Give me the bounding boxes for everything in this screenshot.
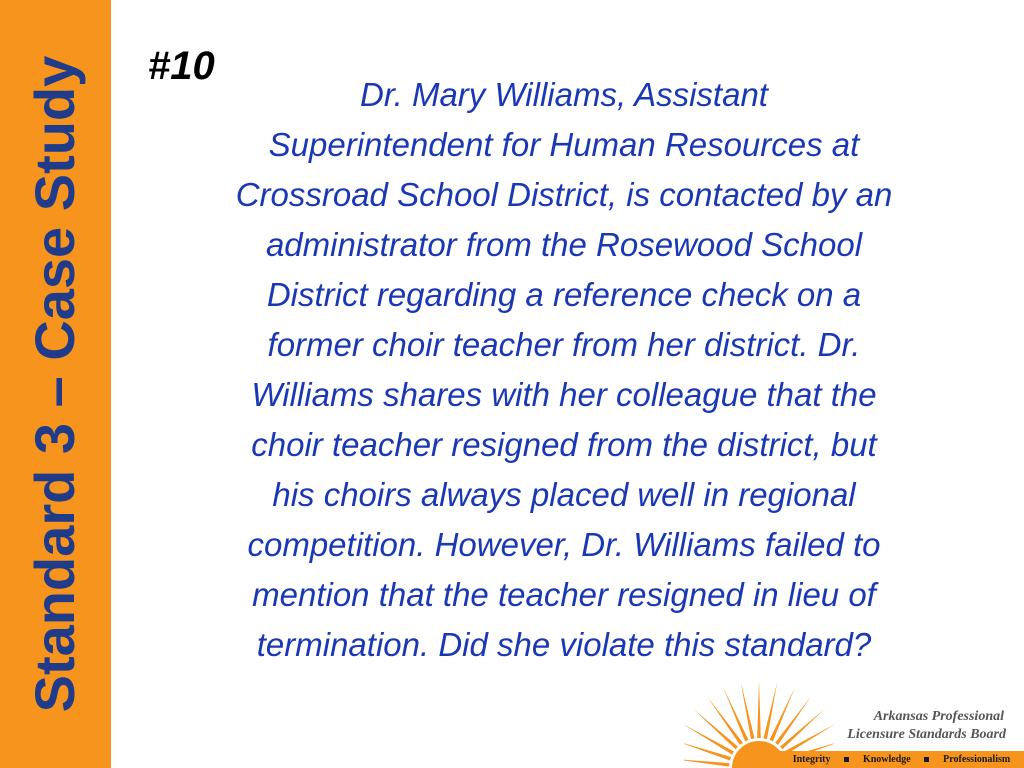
logo-value-integrity: Integrity (792, 754, 831, 765)
logo-value-knowledge: Knowledge (862, 754, 911, 765)
case-number: #10 (148, 44, 215, 88)
alpsb-logo (684, 676, 1024, 768)
sun-ray (723, 688, 748, 742)
case-study-text: Dr. Mary Williams, Assistant Superintendent for Human Resources at Crossroad School District, is contacted by an administrator from the Rosewood School District regarding a reference check on a former choir teacher from her district. Dr. Williams shares with her colleague that the choir teacher resigned from the district, but his choirs always placed well in regional competition. However, Dr. Williams failed to mention that the teacher resigned in lieu of termination. Did she violate this standard? (235, 76, 893, 663)
sun-ray (684, 741, 731, 761)
logo-values-band (779, 751, 1024, 768)
sidebar-title: Standard 3 – Case Study (23, 55, 86, 713)
bullet-icon (924, 757, 929, 762)
logo-line-2: Licensure Standards Board (847, 727, 1006, 742)
sun-ray (757, 680, 761, 738)
sun-ray (770, 688, 795, 742)
sun-ray (684, 759, 729, 767)
bullet-icon (844, 757, 849, 762)
logo-line-1: Arkansas Professional (873, 709, 1004, 724)
sidebar (0, 0, 111, 768)
logo-value-professionalism: Professionalism (943, 754, 1011, 765)
